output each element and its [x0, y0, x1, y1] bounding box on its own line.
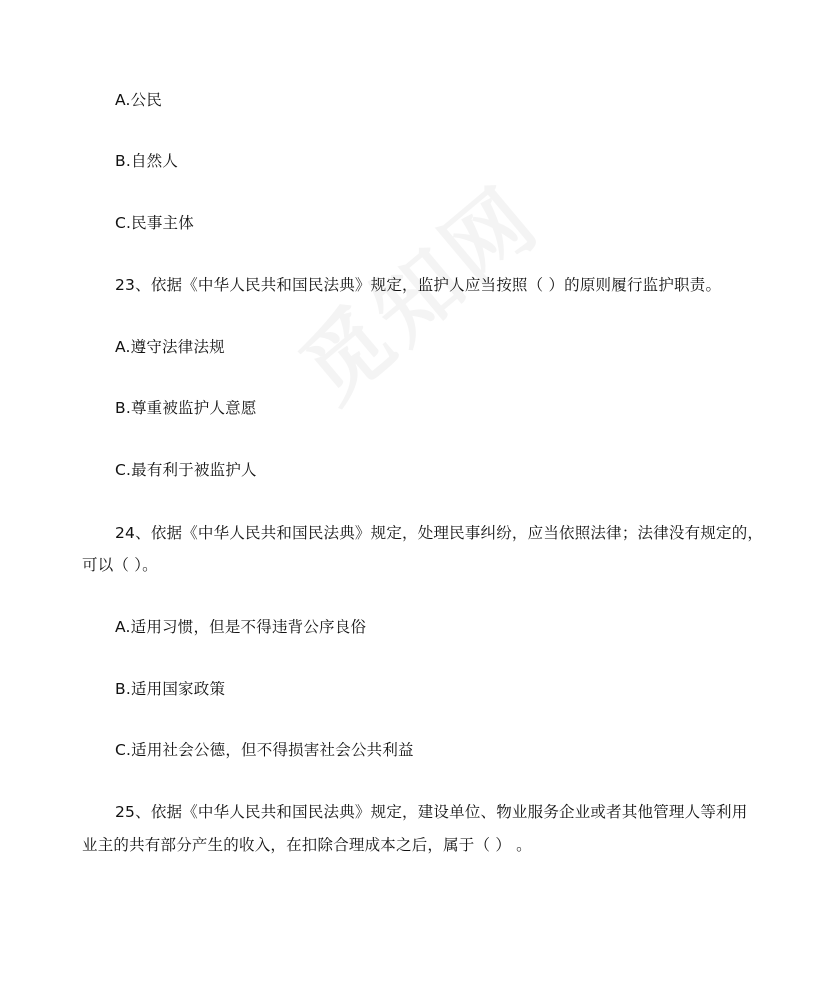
question-24-line2: 可以（ ）。 — [82, 556, 158, 574]
option-c-q24: C.适用社会公德，但不得损害社会公共利益 — [115, 741, 414, 759]
option-c-q23: C.最有利于被监护人 — [115, 461, 257, 479]
question-25-line1: 25、依据《中华人民共和国民法典》规定，建设单位、物业服务企业或者其他管理人等利用 — [115, 803, 748, 821]
option-b-q24: B.适用国家政策 — [115, 680, 226, 698]
question-25-line2: 业主的共有部分产生的收入，在扣除合理成本之后，属于（ ） 。 — [82, 836, 532, 854]
option-c-q22: C.民事主体 — [115, 214, 194, 232]
question-24-line1: 24、依据《中华人民共和国民法典》规定，处理民事纠纷，应当依照法律；法律没有规定的， — [115, 524, 764, 542]
question-23: 23、依据《中华人民共和国民法典》规定，监护人应当按照（ ）的原则履行监护职责。 — [115, 276, 722, 294]
option-a-q23: A.遵守法律法规 — [115, 338, 225, 356]
option-a-q24: A.适用习惯，但是不得违背公序良俗 — [115, 618, 367, 636]
option-b-q22: B.自然人 — [115, 152, 179, 170]
option-b-q23: B.尊重被监护人意愿 — [115, 399, 257, 417]
option-a-q22: A.公民 — [115, 91, 163, 109]
